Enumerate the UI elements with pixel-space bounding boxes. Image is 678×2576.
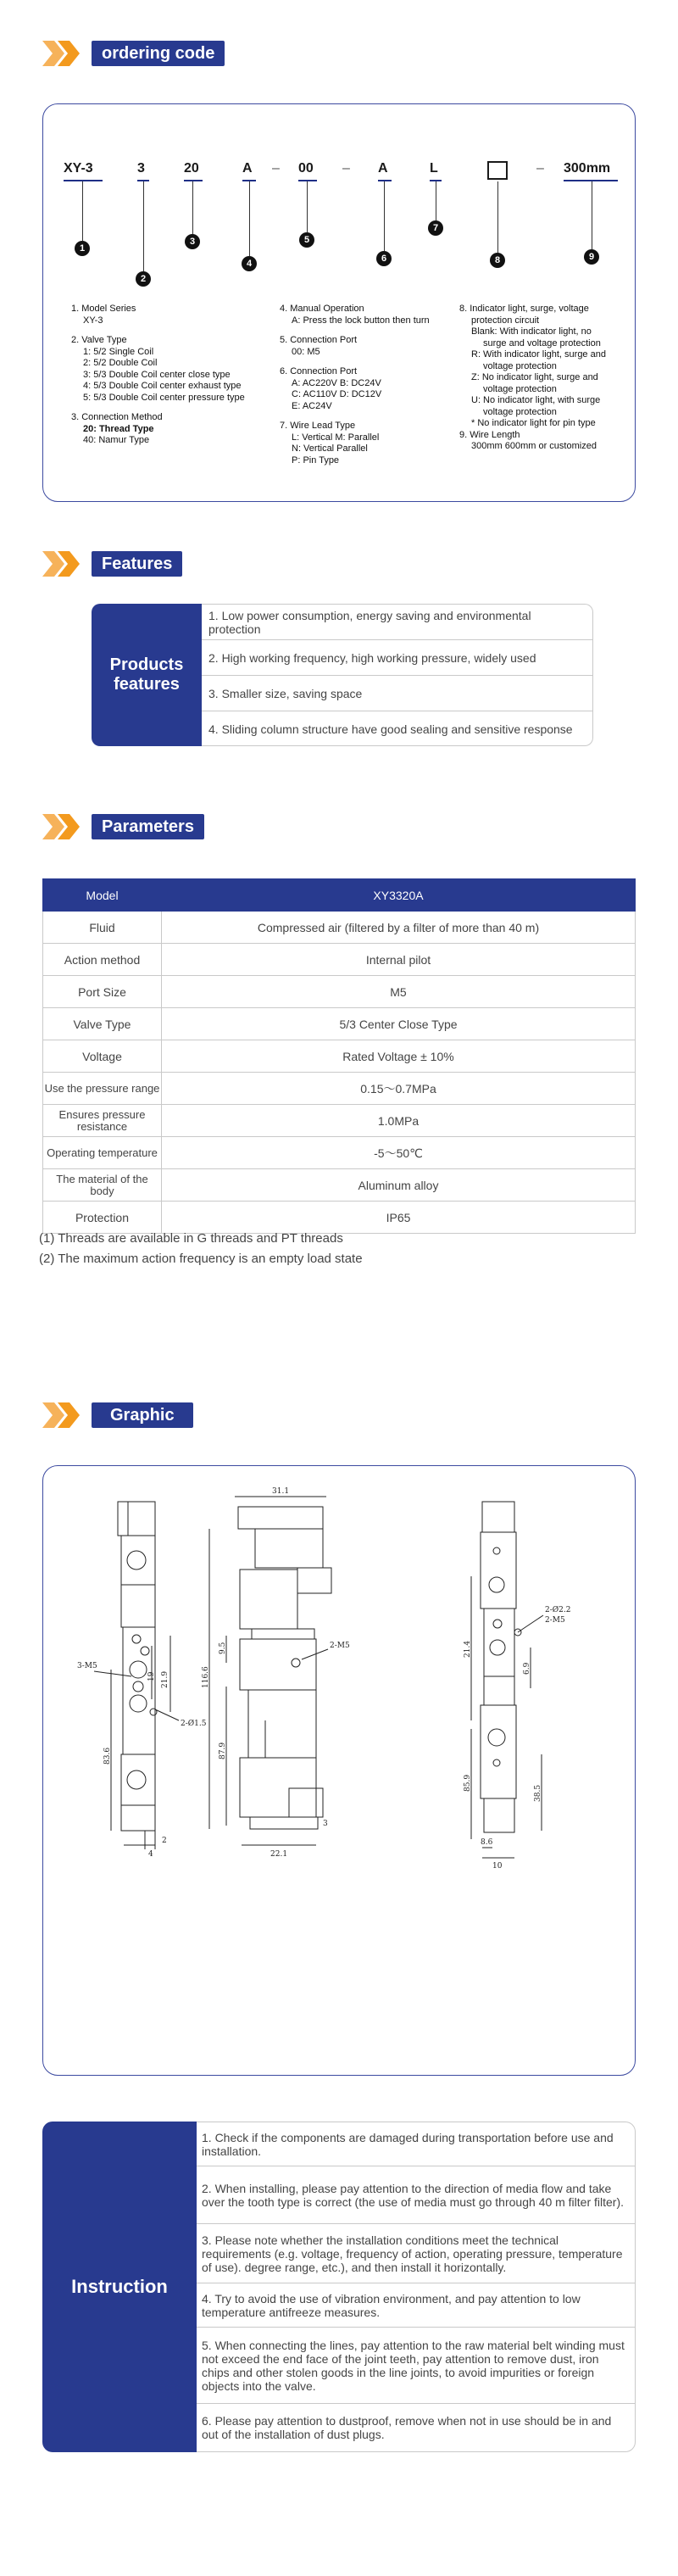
code-segment: XY-3: [64, 161, 103, 176]
dimension-label: 21.4: [464, 1640, 472, 1658]
instruction-list: [197, 2122, 636, 2452]
dimension-label: 19: [147, 1671, 156, 1681]
dimension-label: 85.9: [464, 1774, 472, 1792]
instruction-item: 2. When installing, please pay attention to the direction of media flow and take over the tooth type is correct (the use of media must go through 40 m filter filter).: [197, 2166, 635, 2224]
leader-line: [307, 181, 308, 232]
table-key-cell: Valve Type: [43, 1008, 162, 1040]
instruction-label: Instruction: [42, 2122, 197, 2452]
section-header-parameters: [42, 814, 204, 839]
leader-line: [82, 181, 83, 241]
table-row: [43, 1137, 636, 1169]
code-segment: 300mm: [564, 161, 618, 176]
chevron-arrows-icon: [42, 1402, 85, 1428]
table-value-cell: 0.15～0.7MPa: [162, 1073, 636, 1105]
section-title: ordering code: [92, 41, 225, 66]
section-title: Graphic: [92, 1402, 193, 1428]
table-header-row: [43, 879, 636, 912]
code-segment: 00: [298, 161, 317, 176]
dimension-label: 3-M5: [77, 1662, 97, 1670]
table-header-cell: Model: [43, 879, 162, 912]
ordering-code-row: [0, 161, 678, 187]
instruction-item: 1. Check if the components are damaged during transportation before use and installation.: [197, 2122, 635, 2166]
feature-item: 3. Smaller size, saving space: [202, 676, 592, 711]
marker-dot: 7: [428, 220, 443, 236]
code-segment: 3: [137, 161, 149, 176]
table-row: [43, 912, 636, 944]
dimension-label: 31.1: [272, 1487, 290, 1496]
dimension-label: 22.1: [270, 1850, 288, 1859]
code-segment: 20: [184, 161, 203, 176]
section-title: Parameters: [92, 814, 204, 839]
dimension-label: 2-M5: [545, 1616, 565, 1625]
order-legend-col3: 8. Indicator light, surge, voltage protection circuit Blank: With indicator light, no surge and voltage protection R: With indicator light, surge and voltage protection Z: No indicator light, surge and voltage protection U: No indicator light, with surge voltage protection * No indicator light for pin type 9. Wire Length 300mm 600mm or customized: [459, 304, 606, 451]
table-value-cell: Internal pilot: [162, 944, 636, 976]
table-row: [43, 1202, 636, 1234]
dimension-label: 2-Ø2.2: [545, 1606, 571, 1614]
table-key-cell: Fluid: [43, 912, 162, 944]
table-row: [43, 1073, 636, 1105]
dimension-label: 3: [323, 1820, 328, 1828]
marker-dot: 6: [376, 251, 392, 266]
section-header-ordering: [42, 41, 225, 66]
dimension-label: 2-M5: [330, 1642, 350, 1650]
dimension-label: 2-Ø1.5: [181, 1720, 207, 1728]
dimension-label: 116.6: [202, 1666, 210, 1688]
feature-item: 4. Sliding column structure have good sealing and sensitive response: [208, 722, 573, 736]
marker-dot: 9: [584, 249, 599, 265]
chevron-arrows-icon: [42, 41, 85, 66]
table-key-cell: Action method: [43, 944, 162, 976]
dimension-label: 2: [162, 1837, 167, 1845]
leader-line: [497, 181, 498, 253]
dimension-label: 9.5: [219, 1642, 227, 1654]
feature-item: 2. High working frequency, high working pressure, widely used: [202, 640, 592, 676]
instruction-item: 6. Please pay attention to dustproof, remove when not in use should be in and out of the installation of dust plugs.: [202, 2414, 612, 2441]
leader-line: [143, 181, 144, 271]
code-dash: –: [342, 161, 350, 176]
marker-dot: 5: [299, 232, 314, 248]
leader-line: [249, 181, 250, 256]
section-header-graphic: [42, 1402, 193, 1428]
section-header-features: [42, 551, 182, 577]
instruction-item: 4. Try to avoid the use of vibration environment, and pay attention to low temperature antifreeze measures.: [197, 2283, 635, 2328]
table-row: [43, 1008, 636, 1040]
code-dash: –: [272, 161, 280, 176]
table-value-cell: 1.0MPa: [162, 1105, 636, 1137]
dimension-label: 10: [492, 1862, 503, 1871]
table-key-cell: Operating temperature: [43, 1137, 162, 1169]
table-value-cell: IP65: [162, 1202, 636, 1234]
marker-dot: 3: [185, 234, 200, 249]
table-value-cell: Compressed air (filtered by a filter of more than 40 m): [162, 912, 636, 944]
leader-line: [384, 181, 385, 251]
marker-dot: 1: [75, 241, 90, 256]
table-row: [43, 1169, 636, 1202]
table-row: [43, 1040, 636, 1073]
dimension-label: 4: [148, 1850, 153, 1859]
marker-dot: 2: [136, 271, 151, 287]
order-legend-col1: 1. Model Series XY-3 2. Valve Type 1: 5/2 Single Coil 2: 5/2 Double Coil 3: 5/3 Double Coil center close type 4: 5/3 Double Coil center exhaust type 5: 5/3 Double Coil center pressure type 3. Connection Method 20: Thread Type 40: Namur Type: [71, 304, 245, 445]
order-legend-col2: 4. Manual Operation A: Press the lock button then turn 5. Connection Port 00: M5 6. Connection Port A: AC220V B: DC24V C: AC110V D: DC12V E: AC24V 7. Wire Lead Type L: Vertical M: Parallel N: Vertical Parallel P: Pin Type: [280, 304, 430, 466]
chevron-arrows-icon: [42, 814, 85, 839]
table-row: [43, 976, 636, 1008]
feature-item: 1. Low power consumption, energy saving and environmental protection: [202, 605, 592, 640]
dimension-label: 6.9: [523, 1662, 531, 1675]
technical-drawing: [43, 1466, 636, 2077]
dimension-label: 87.9: [219, 1742, 227, 1759]
code-dash: –: [536, 161, 544, 176]
table-key-cell: Protection: [43, 1202, 162, 1234]
table-key-cell: Use the pressure range: [43, 1073, 162, 1105]
dimension-label: 8.6: [481, 1838, 493, 1847]
dimension-label: 83.6: [103, 1747, 112, 1765]
instruction-item: 5. When connecting the lines, pay attention to the raw material belt winding must not exceed the end face of the joint teeth, pay attention to remove dust, iron chips and other stolen goods in the line joints, to avoid impurities or foreign objects into the valve.: [197, 2328, 635, 2404]
chevron-arrows-icon: [42, 551, 85, 577]
dimension-label: 38.5: [534, 1784, 542, 1802]
table-key-cell: Voltage: [43, 1040, 162, 1073]
table-value-cell: M5: [162, 976, 636, 1008]
marker-dot: 4: [242, 256, 257, 271]
parameter-note: (2) The maximum action frequency is an empty load state: [39, 1252, 363, 1266]
section-title: Features: [92, 551, 182, 577]
leader-line: [192, 181, 193, 234]
table-row: [43, 1105, 636, 1137]
code-segment: A: [242, 161, 256, 176]
instruction-item: 3. Please note whether the installation conditions meet the technical requirements (e.g. voltage, frequency of action, operating pressure, temperature of use). degree range, etc.), and then install it horizontally.: [197, 2224, 635, 2283]
features-label: Products features: [92, 604, 202, 746]
table-row: [43, 944, 636, 976]
features-list: [202, 604, 593, 746]
graphic-panel: [42, 1465, 636, 2076]
parameters-table: [42, 878, 636, 1234]
table-value-cell: Rated Voltage ± 10%: [162, 1040, 636, 1073]
table-header-cell: XY3320A: [162, 879, 636, 912]
code-blank-box: [487, 161, 508, 180]
code-segment: L: [430, 161, 442, 176]
table-key-cell: Port Size: [43, 976, 162, 1008]
code-segment: A: [378, 161, 392, 176]
table-key-cell: Ensures pressure resistance: [43, 1105, 162, 1137]
table-value-cell: Aluminum alloy: [162, 1169, 636, 1202]
table-value-cell: -5～50℃: [162, 1137, 636, 1169]
parameter-note: (1) Threads are available in G threads and PT threads: [39, 1231, 343, 1246]
dimension-label: 21.9: [161, 1670, 170, 1688]
marker-dot: 8: [490, 253, 505, 268]
table-value-cell: 5/3 Center Close Type: [162, 1008, 636, 1040]
dimension-labels: [77, 1487, 570, 1871]
table-key-cell: The material of the body: [43, 1169, 162, 1202]
